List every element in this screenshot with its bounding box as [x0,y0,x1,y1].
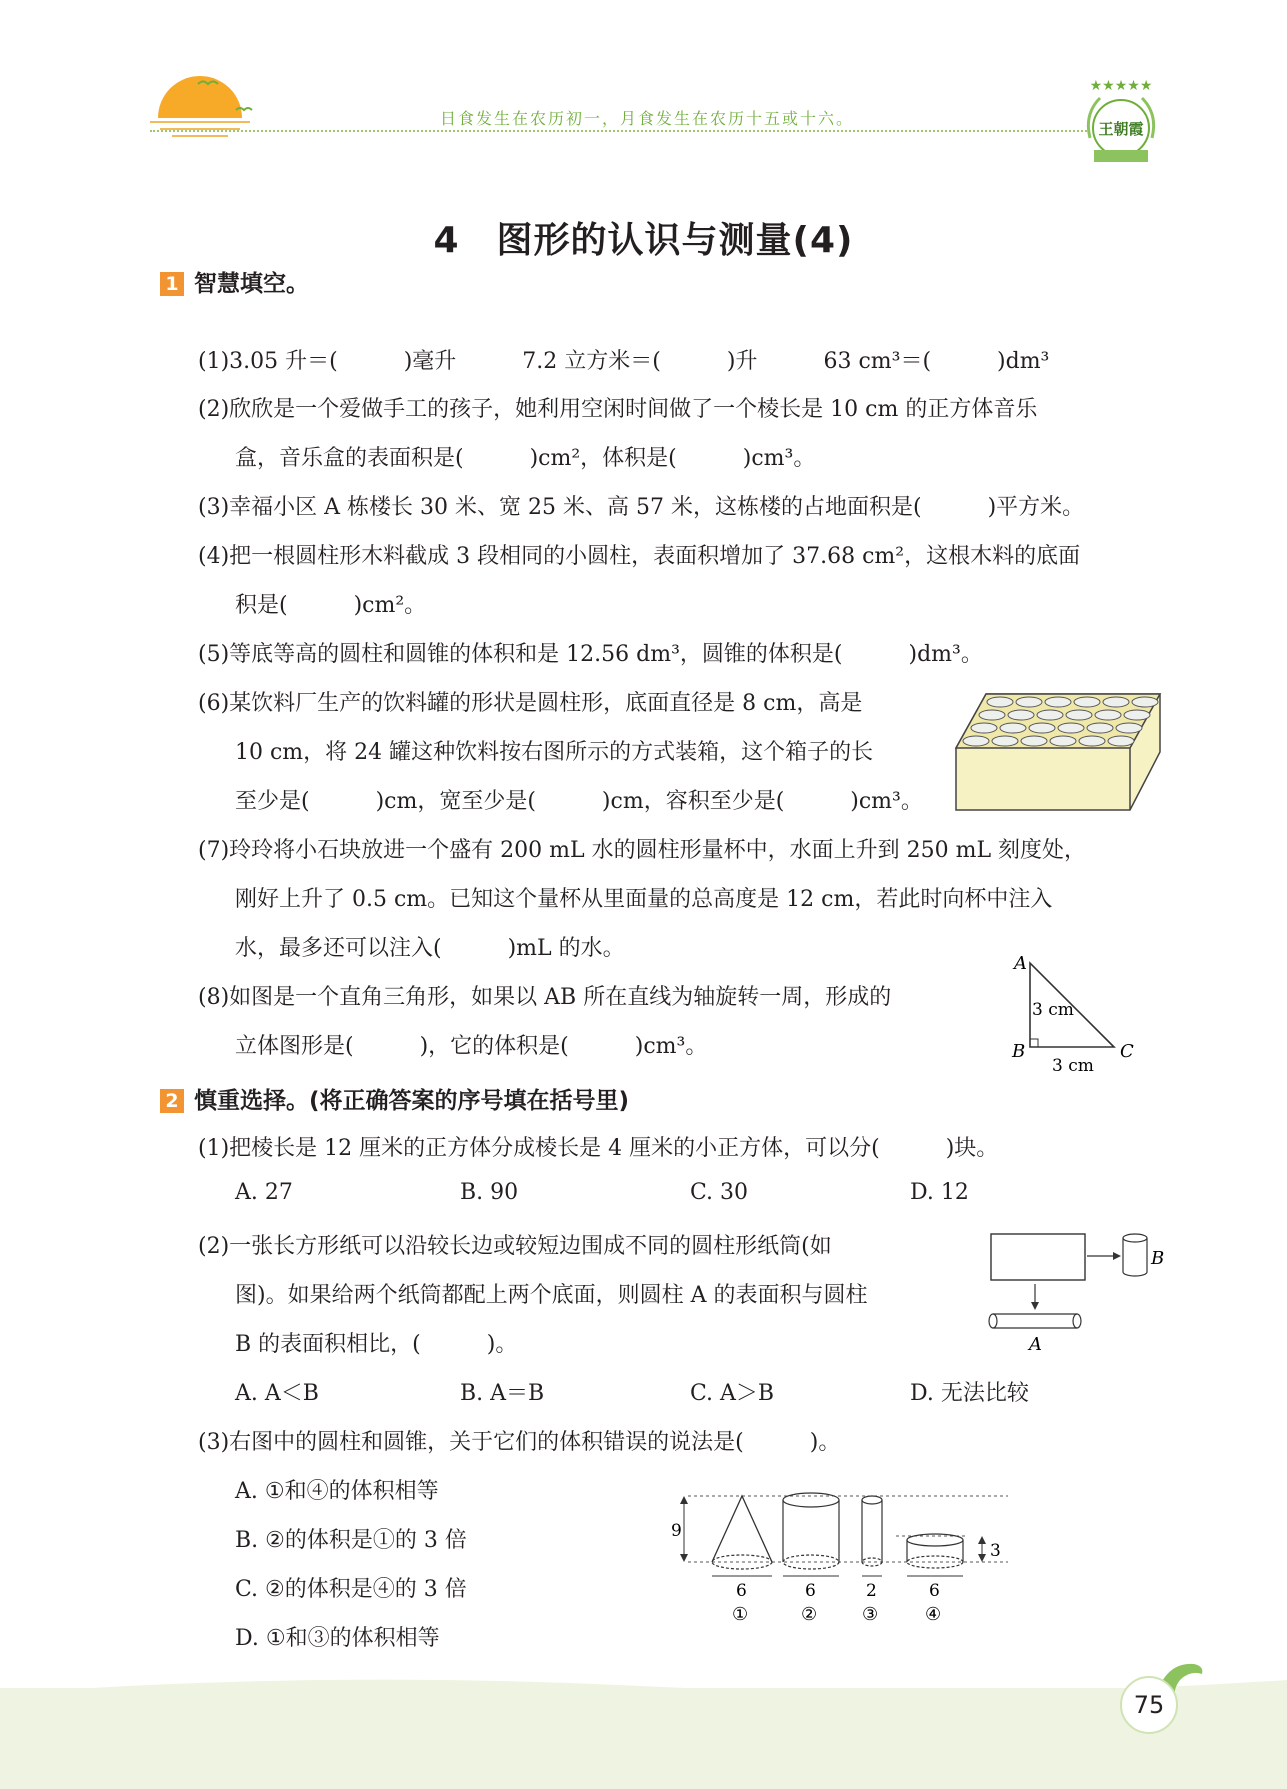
can-box-figure [952,690,1164,814]
cylinder-label-b: B [1151,1248,1165,1269]
option-b: B. 90 [460,1180,519,1205]
solid-id: ② [801,1604,818,1625]
question-line: (4)把一根圆柱形木料截成 3 段相同的小圆柱，表面积增加了 37.68 cm²，这根木料的底面 [198,544,1081,569]
logo-text: 王朝霞 [1098,120,1144,138]
question-line: (7)玲玲将小石块放进一个盛有 200 mL 水的圆柱形量杯中，水面上升到 250 mL 刻度处， [198,838,1087,863]
option-d: D. 无法比较 [910,1381,1029,1406]
question-line: 10 cm，将 24 罐这种饮料按右图所示的方式装箱，这个箱子的长 [235,740,874,765]
triangle-side-bc: 3 cm [1052,1056,1094,1075]
triangle-side-ab: 3 cm [1032,1000,1074,1020]
question-line: (2)欣欣是一个爱做手工的孩子，她利用空闲时间做了一个棱长是 10 cm 的正方体音乐 [198,397,1038,422]
question-line: 水，最多还可以注入( )mL 的水。 [235,936,625,961]
section-label: 慎重选择。(将正确答案的序号填在括号里) [194,1088,630,1114]
header-divider [150,130,1090,132]
footer-band [0,1688,1287,1789]
paper-cylinder-figure [985,1228,1165,1358]
option-a: A. 27 [235,1180,293,1205]
question-line: (6)某饮料厂生产的饮料罐的形状是圆柱形，底面直径是 8 cm，高是 [198,691,863,716]
question-line: (5)等底等高的圆柱和圆锥的体积和是 12.56 dm³，圆锥的体积是( )dm³。 [198,642,983,667]
section-1-heading [160,265,309,298]
solids-figure [668,1490,1018,1630]
section-2-heading [160,1082,629,1115]
diameter-label: 2 [866,1581,877,1601]
sunset-decoration [0,0,260,160]
publisher-logo [1078,78,1164,168]
diameter-label: 6 [805,1581,816,1601]
question-line: (3)右图中的圆柱和圆锥，关于它们的体积错误的说法是( )。 [198,1430,841,1455]
question-line: B 的表面积相比，( )。 [235,1332,518,1357]
header-note: 日食发生在农历初一，月食发生在农历十五或十六。 [440,109,855,128]
option-b: B. A＝B [460,1381,545,1406]
question-line: 至少是( )cm，宽至少是( )cm，容积至少是( )cm³。 [235,789,923,814]
section-label: 智慧填空。 [194,271,309,297]
option-d: D. 12 [910,1180,969,1205]
solid-id: ① [732,1604,749,1625]
option-a: A. ①和④的体积相等 [235,1479,439,1504]
question-line: 盒，音乐盒的表面积是( )cm²，体积是( )cm³。 [235,446,816,471]
triangle-label-c: C [1120,1041,1134,1062]
option-c: C. ②的体积是④的 3 倍 [235,1577,467,1602]
question-line: (2)一张长方形纸可以沿较长边或较短边围成不同的圆柱形纸筒(如 [198,1234,832,1259]
svg-text:★★★★★: ★★★★★ [1089,78,1153,94]
triangle-label-b: B [1012,1041,1026,1062]
height-label-3: 3 [990,1541,1001,1561]
question-line: (1)3.05 升＝( )毫升 7.2 立方米＝( )升 63 cm³＝( )dm³ [198,349,1050,374]
question-line: 立体图形是( )，它的体积是( )cm³。 [235,1034,708,1059]
page-number: 75 [1120,1676,1178,1734]
section-number: 2 [160,1089,184,1113]
diameter-label: 6 [929,1581,940,1601]
question-line: 积是( )cm²。 [235,593,427,618]
solid-id: ④ [925,1604,942,1625]
question-line: (3)幸福小区 A 栋楼长 30 米、宽 25 米、高 57 米，这栋楼的占地面积是( )平方米。 [198,495,1085,520]
height-label-9: 9 [671,1521,682,1541]
question-line: (8)如图是一个直角三角形，如果以 AB 所在直线为轴旋转一周，形成的 [198,985,892,1010]
option-c: C. A＞B [690,1381,775,1406]
diameter-label: 6 [736,1581,747,1601]
option-b: B. ②的体积是①的 3 倍 [235,1528,467,1553]
triangle-label-a: A [1014,955,1027,974]
right-triangle-figure [1006,955,1156,1075]
option-c: C. 30 [690,1180,749,1205]
question-line: 刚好上升了 0.5 cm。已知这个量杯从里面量的总高度是 12 cm，若此时向杯中注入 [235,887,1053,912]
cylinder-label-a: A [1029,1334,1042,1355]
section-number: 1 [160,272,184,296]
option-d: D. ①和③的体积相等 [235,1626,440,1651]
option-a: A. A＜B [235,1381,319,1406]
solid-id: ③ [862,1604,879,1625]
page-title: 4 图形的认识与测量(4) [433,220,854,261]
question-line: 图)。如果给两个纸筒都配上两个底面，则圆柱 A 的表面积与圆柱 [235,1283,868,1308]
question-line: (1)把棱长是 12 厘米的正方体分成棱长是 4 厘米的小正方体，可以分( )块。 [198,1136,999,1161]
